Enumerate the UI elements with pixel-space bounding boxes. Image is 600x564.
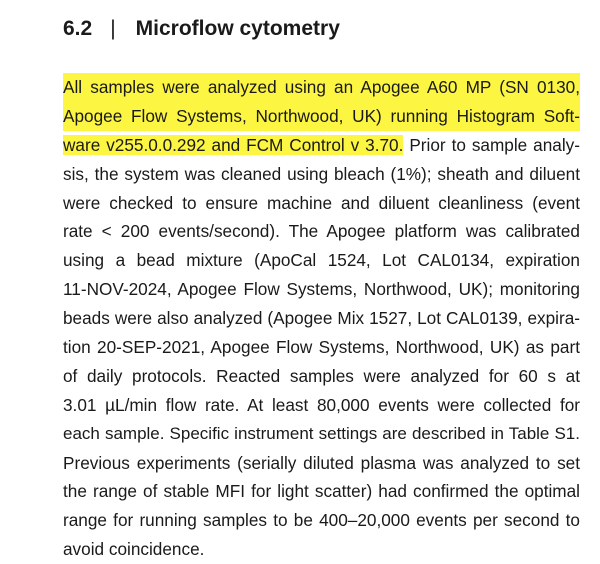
section-heading [63, 14, 340, 44]
paragraph-line: rate < 200 events/second). The Apogee platform was calibrated [63, 221, 580, 242]
heading-separator: | [110, 17, 116, 40]
paragraph-line: Previous experiments (serially diluted plasma was analyzed to set [63, 452, 580, 473]
highlighted-text: ware v255.0.0.292 and FCM Control v 3.70. [63, 134, 404, 155]
paragraph-line: were checked to ensure machine and diluent cleanliness (event [63, 192, 580, 213]
paragraph-line-2-highlighted: Apogee Flow Systems, Northwood, UK) running Histogram Soft- [63, 102, 580, 131]
paragraph-line: using a bead mixture (ApoCal 1524, Lot CAL0134, expiration [63, 250, 580, 271]
paragraph-line: sis, the system was cleaned using bleach (1%); sheath and diluent [63, 163, 580, 184]
paragraph-line: tion 20-SEP-2021, Apogee Flow Systems, Northwood, UK) as part [63, 337, 580, 358]
paragraph-line: each sample. Specific instrument settings are described in Table S1. [63, 423, 580, 443]
body-paragraph [63, 73, 580, 564]
paragraph-line-3 [63, 131, 580, 160]
paragraph-line: range for running samples to be 400–20,000 events per second to [63, 510, 580, 531]
paragraph-line: the range of stable MFI for light scatter) had confirmed the optimal [63, 481, 580, 502]
paragraph-line-1-highlighted: All samples were analyzed using an Apogee A60 MP (SN 0130, [63, 73, 580, 102]
section-number: 6.2 [63, 17, 93, 40]
paragraph-line: beads were also analyzed (Apogee Mix 1527, Lot CAL0139, expira- [63, 308, 580, 329]
paragraph-line: 3.01 µL/min flow rate. At least 80,000 events were collected for [63, 394, 580, 415]
paragraph-line: 11-NOV-2024, Apogee Flow Systems, Northwood, UK); monitoring [63, 279, 580, 300]
paragraph-text: Prior to sample analy- [403, 134, 580, 155]
paragraph-line: of daily protocols. Reacted samples were analyzed for 60 s at [63, 365, 580, 386]
paragraph-line-last: avoid coincidence. [63, 539, 205, 560]
section-title: Microflow cytometry [135, 17, 340, 40]
